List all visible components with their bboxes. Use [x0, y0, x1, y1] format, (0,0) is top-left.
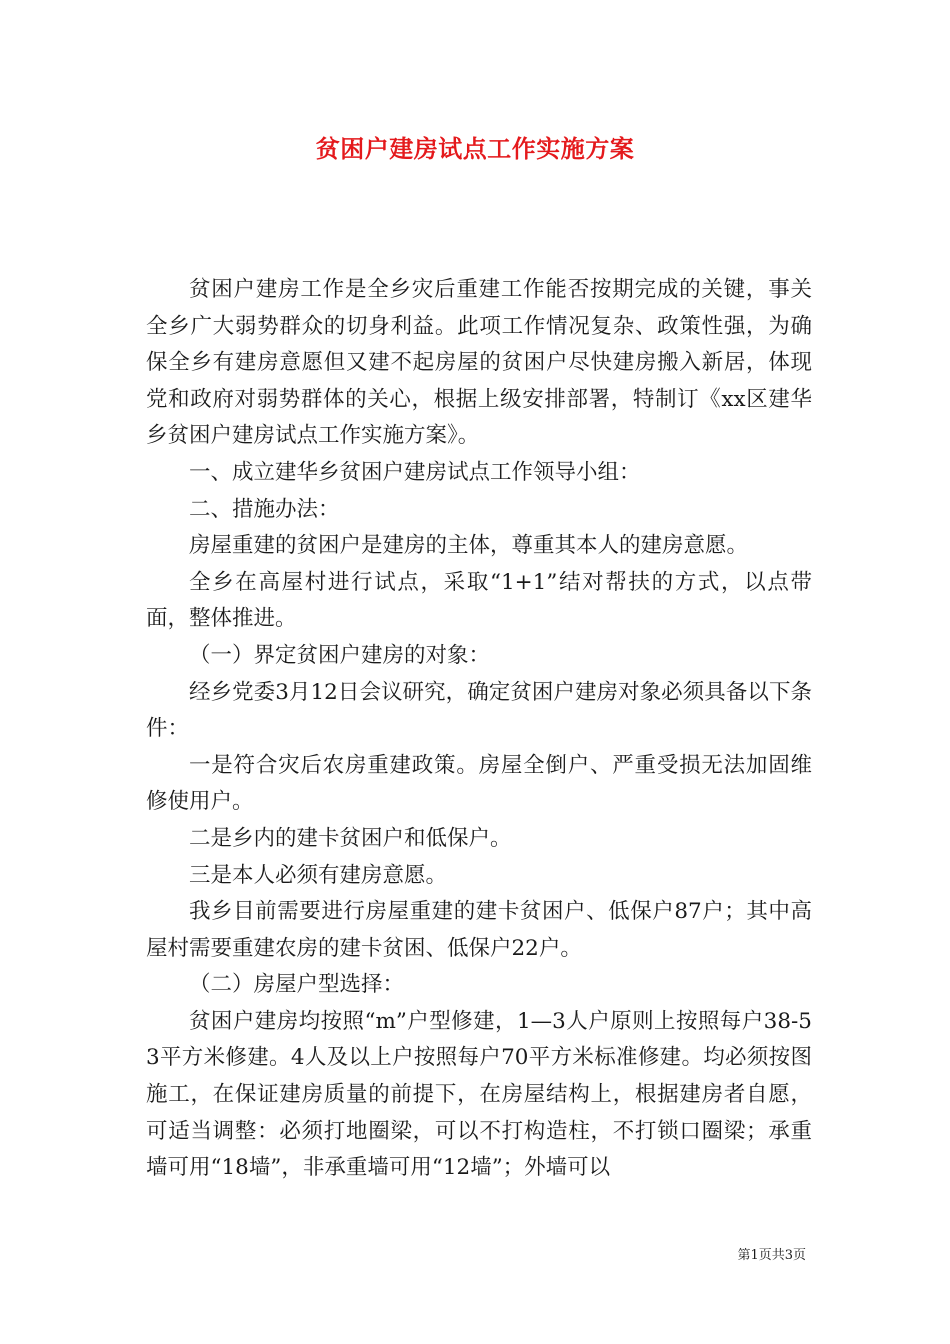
paragraph: 全乡在高屋村进行试点，采取“1+1”结对帮扶的方式，以点带面，整体推进。 — [146, 569, 812, 632]
paragraph: 贫困户建房均按照“m”户型修建，1—3人户原则上按照每户38-53平方米修建。4人及以上户按照每户70平方米标准修建。均必须按图施工，在保证建房质量的前提下，在房屋结构上，根据建房者自愿，可适当调整：必须打地圈梁，可以不打构造柱，不打锁口圈梁；承重墙可用“18墙”，非承重墙可用“12墙”；外墙可以 — [146, 1008, 812, 1181]
paragraph: 三是本人必须有建房意愿。 — [189, 862, 448, 888]
paragraph-subsection-1: （一）界定贫困户建房的对象： — [189, 642, 491, 668]
paragraph-subsection-2: （二）房屋户型选择： — [189, 972, 405, 998]
paragraph: 经乡党委3月12日会议研究，确定贫困户建房对象必须具备以下条件： — [146, 679, 812, 742]
paragraph: 我乡目前需要进行房屋重建的建卡贫困户、低保户87户；其中高屋村需要重建农房的建卡贫困、低保户22户。 — [146, 899, 812, 961]
paragraph-intro: 贫困户建房工作是全乡灾后重建工作能否按期完成的关键，事关全乡广大弱势群众的切身利益。此项工作情况复杂、政策性强，为确保全乡有建房意愿但又建不起房屋的贫困户尽快建房搬入新居，体现党和政府对弱势群体的关心，根据上级安排部署，特制订《xx区建华乡贫困户建房试点工作实施方案》。 — [146, 277, 812, 449]
paragraph-section-2: 二、措施办法： — [189, 496, 340, 522]
document-body — [146, 272, 812, 1187]
paragraph-section-1: 一、成立建华乡贫困户建房试点工作领导小组： — [189, 459, 641, 485]
paragraph: 一是符合灾后农房重建政策。房屋全倒户、严重受损无法加固维修使用户。 — [146, 752, 812, 815]
paragraph: 房屋重建的贫困户是建房的主体，尊重其本人的建房意愿。 — [189, 533, 749, 559]
page-number: 第1页共3页 — [737, 1248, 806, 1263]
paragraph: 二是乡内的建卡贫困户和低保户。 — [189, 825, 512, 851]
document-title: 贫困户建房试点工作实施方案 — [315, 134, 635, 163]
